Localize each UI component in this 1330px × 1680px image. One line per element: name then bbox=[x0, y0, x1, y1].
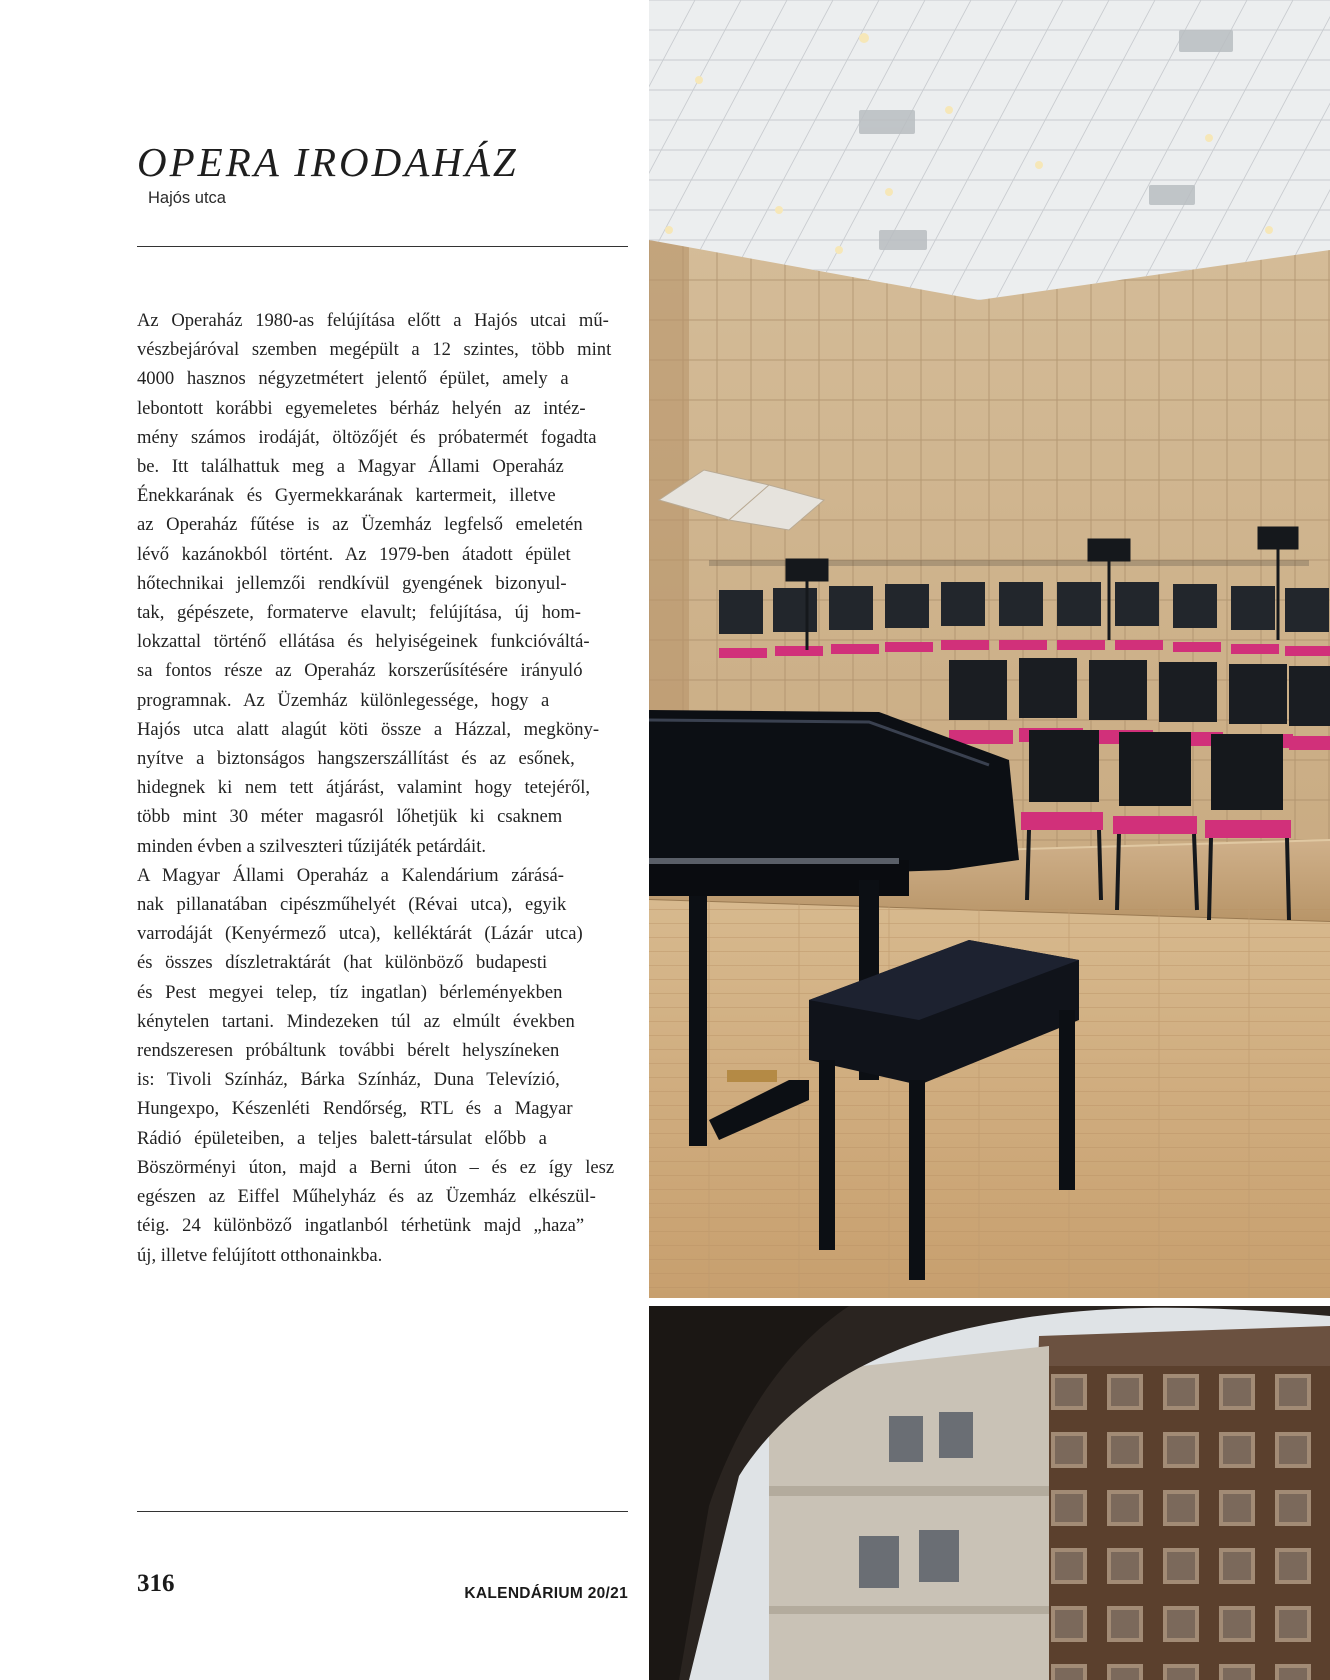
body-line: Az Operaház 1980-as felújítása előtt a Hajós utcai mű- bbox=[137, 310, 609, 331]
body-line: új, illetve felújított otthonainkba. bbox=[137, 1244, 383, 1266]
body-line: nak pillanatában cipészműhelyét (Révai utca), egyik bbox=[137, 894, 567, 916]
bottom-divider bbox=[137, 1511, 628, 1512]
article-column bbox=[137, 0, 628, 1680]
body-line: sa fontos része az Operaház korszerűsítésére irányuló bbox=[137, 660, 583, 682]
body-line: és összes díszletraktárát (hat különböző budapesti bbox=[137, 952, 548, 974]
body-line: be. Itt találhattuk meg a Magyar Állami Operaház bbox=[137, 456, 564, 478]
body-line: lebontott korábbi egyemeletes bérház helyén az intéz- bbox=[137, 397, 586, 419]
body-line: varrodáját (Kenyérmező utca), kelléktárát (Lázár utca) bbox=[137, 923, 583, 945]
body-line: nyítve a biztonságos hangszerszállítást és az esőnek, bbox=[137, 748, 575, 770]
running-footer: KALENDÁRIUM 20/21 bbox=[464, 1585, 628, 1602]
body-line: az Operaház fűtése is az Üzemház legfelső emeletén bbox=[137, 514, 583, 536]
body-line: mény számos irodáját, öltözőjét és próbatermét fogadta bbox=[137, 426, 597, 448]
body-line: programnak. Az Üzemház különlegessége, hogy a bbox=[137, 689, 550, 711]
article-body bbox=[137, 306, 628, 1270]
body-line: Rádió épületeiben, a teljes balett-társulat előbb a bbox=[137, 1127, 547, 1149]
body-line: A Magyar Állami Operaház a Kalendárium zárásá- bbox=[137, 864, 564, 886]
body-line: rendszeresen próbáltunk további bérelt helyszíneken bbox=[137, 1040, 560, 1062]
body-line: hőtechnikai jellemzői rendkívül gyengének bizonyul- bbox=[137, 572, 567, 594]
body-line: egészen az Eiffel Műhelyház és az Üzemház elkészül- bbox=[137, 1186, 596, 1208]
article-title: OPERA IRODAHÁZ bbox=[137, 139, 519, 185]
body-line: 4000 hasznos négyzetmétert jelentő épület, amely a bbox=[137, 368, 569, 390]
body-line: tak, gépészete, formaterve elavult; felújítása, új hom- bbox=[137, 602, 581, 624]
body-line: téig. 24 különböző ingatlanból térhetünk majd „haza” bbox=[137, 1215, 585, 1237]
body-line: hidegnek ki nem tett átjárást, valamint hogy tetejéről, bbox=[137, 777, 591, 799]
body-line: minden évben a szilveszteri tűzijáték petárdáit. bbox=[137, 835, 487, 857]
page-number: 316 bbox=[137, 1570, 175, 1597]
top-divider bbox=[137, 246, 628, 247]
body-line: több mint 30 méter magasról lőhetjük ki csaknem bbox=[137, 806, 563, 828]
body-line: is: Tivoli Színház, Bárka Színház, Duna Televízió, bbox=[137, 1069, 560, 1091]
body-line: Böszörményi úton, majd a Berni úton – és ez így lesz bbox=[137, 1156, 615, 1178]
body-line: Hungexpo, Készenléti Rendőrség, RTL és a Magyar bbox=[137, 1098, 573, 1120]
body-line: Énekkarának és Gyermekkarának kartermeit, illetve bbox=[137, 485, 556, 507]
article-subtitle: Hajós utca bbox=[148, 189, 226, 207]
body-line: vészbejáróval szemben megépült a 12 szintes, több mint bbox=[137, 339, 612, 361]
body-line: lokzattal történő ellátása és helyiségeinek funkcióváltá- bbox=[137, 631, 590, 653]
body-line: és Pest megyei telep, tíz ingatlan) bérleményekben bbox=[137, 981, 563, 1003]
building-facade-photo bbox=[649, 1306, 1330, 1680]
body-line: kénytelen tartani. Mindezeken túl az elmúlt években bbox=[137, 1010, 575, 1032]
body-line: lévő kazánokból történt. Az 1979-ben átadott épület bbox=[137, 543, 571, 565]
rehearsal-hall-photo bbox=[649, 0, 1330, 1298]
body-line: Hajós utca alatt alagút köti össze a Házzal, megköny- bbox=[137, 718, 600, 740]
